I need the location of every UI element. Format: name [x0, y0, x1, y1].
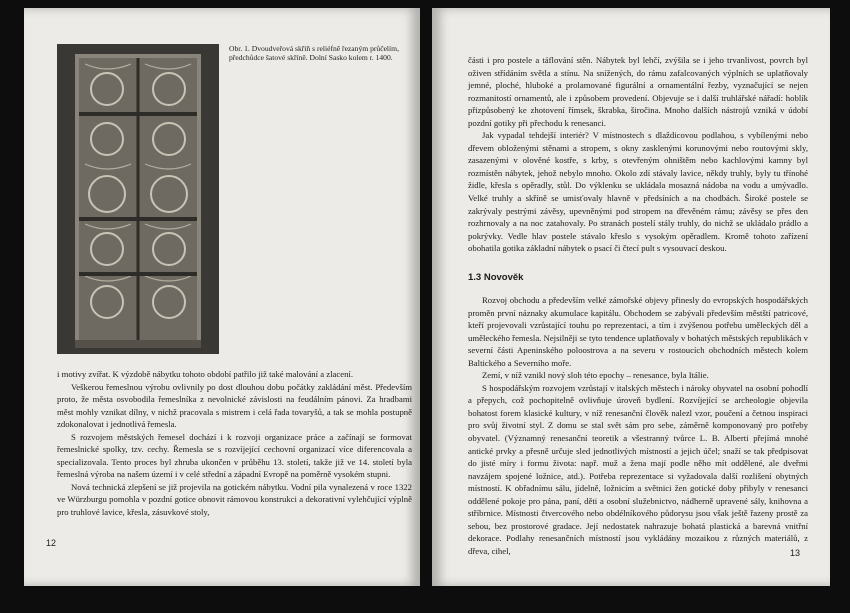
- paragraph: Jak vypadal tehdejší interiér? V místnostech s dlaždicovou podlahou, s vybílenými nebo dřevem obloženými stěnami a stropem, s okny zasklenými korunovými nebo routovými skly, zasazenými v olověné kostře, s krby, s otevřeným ohništěm nebo kachlovými kamny byl rozmístěn nábytek, jehož nebylo mnoho. Okolo zdí stávaly lavice, někdy truhly, byly tu třínohé židle, křesla s opěradly, stůl. Do výklenku se ukládala mosazná nádoba na vodu a umývadlo. Velké truhly a skříně se umisťovaly hlavně v předsíních a na chodbách. Široké postele se zakrývaly pestrými závěsy, upevněnými pod stropem na dřevěném rámu; závěsy se přes den rozhrnovaly a na noc zatahovaly. Po stranách postelí stály truhly, do nichž se ukládalo prádlo a pokrývky. Vedle hlav postele stávalo křeslo s vysokým opěradlem. Kromě tohoto zařízení obohatila gotika základní nábytek o psací či čtecí pult s vysouvací deskou.: [468, 130, 808, 254]
- book-gutter: [420, 0, 432, 613]
- paragraph: i motivy zvířat. K výzdobě nábytku tohoto období patřilo již také malování a zlacení.: [57, 369, 354, 379]
- paragraph: Zemí, v níž vznikl nový sloh této epochy – renesance, byla Itálie.: [482, 370, 709, 381]
- figure-caption: Obr. 1. Dvoudveřová skříň s reliéfně řezaným průčelím, předchůdce šatové skříně. Dolní Sasko kolem r. 1400.: [229, 44, 399, 63]
- left-page: [24, 8, 420, 586]
- paragraph: části i pro postele a táflování stěn. Nábytek byl lehčí, zvýšila se i jeho trvanlivost, povrch byl oživen střídáním světla a stínu. Na snížených, do rámu zafalcovaných výplních se uplatňovaly jemné, ploché, hluboké a prolamované figurální a ornamentální řezby, vyznačující se nejen rozmanitostí ornamentů, ale i způsobem provedení. Objevuje se i další truhlářské nářadí: hoblík přizpůsobený ke zhotovení římsek, škrabka, širočina. Mnoho dalších nástrojů vzniká v údobí pozdní gotiky při přechodu k renesanci.: [468, 55, 808, 128]
- right-body-text-top: [468, 54, 808, 255]
- cabinet-photo: [57, 44, 219, 354]
- page-number: 13: [790, 548, 801, 558]
- left-body-text: [57, 368, 412, 519]
- page-number: 12: [46, 538, 57, 548]
- paragraph: S hospodářským rozvojem vzrůstají v italských městech i nároky obyvatel na osobní pohodlí a přepych, což pochopitelně ovlivňuje úroveň bydlení. Rozvíjející se archeologie objevila bohatost forem klasické kultury, v níž renesanční člověk nalezl vzor, poučení a četnou inspiraci pro svůj životní styl. Z domu se stal svět sám pro sebe, záměrně komponovaný pro potřeby obyvatel. (Významný renesanční teoretik a všestranný tvůrce L. B. Alberti přejímá mnohé antické prvky a přesně určuje sled jednotlivých místností a jejich účel; snaží se tak předpisovat do jisté míry i formu života: např. muž a žena mají podle něho mít oddělené, ale dveřmi navzájem spojené ložnice, atd.). Potřeba reprezentace si vyžadovala další rozlišení obytných místností. K obřadnímu sálu, jídelně, ložnicím a světnici žen gotické doby přibyly v renesanci oddělené pokoje pro pána, paní, děti a osobní služebnictvo, nádherně upravené sály, knihovna a stříbrnice. Místnosti čtvercového nebo obdélníkového půdorysu jsou však ještě řazeny prostě za sebou, bez prostorové gradace. Její nedostatek nahrazuje bohatá plastická a barevná vnitřní dekorace. Podlahy renesančních místností jsou vykládány mozaikou z různých materiálů, z dřeva, cihel,: [468, 382, 808, 556]
- paragraph: Rozvoj obchodu a především velké zámořské objevy přinesly do evropských hospodářských proměn první náznaky akumulace kapitálu. Obchodem se zabývali především městští patricové, kteří projevovali vzrůstající touhu po reprezentaci, a tím i zvýšenou potřebu uměleckých děl a uměleckého řemesla. Nejsilněji se tyto tendence uplatňovaly v bohatých městských republikách v severní části Apeninského poloostrova a na severu v rostoucích obchodních městech kolem Baltického a Severního moře.: [468, 295, 808, 368]
- right-body-text-bottom: [468, 294, 808, 557]
- paragraph: S rozvojem městských řemesel dochází i k rozvoji organizace práce a začínají se formovat řemeslnické spolky, tzv. cechy. Řemesla se s rozvíjející cechovní organizací více diferencovala a specializovala. Tento proces byl zhruba ukončen v průběhu 13. století, takže již ve 14. století byla řemeslná výroba na našem území i v celé střední a západní Evropě na poměrně vysokém stupni.: [57, 431, 412, 480]
- section-heading: 1.3 Novověk: [468, 272, 524, 283]
- paragraph: Nová technická zlepšení se již projevila na gotickém nábytku. Vodní pila vynalezená v roce 1322 ve Würzburgu pomohla v pozdní gotice obnovit rámovou konstrukci a dekorativní vylehčující výplně pro truhlové lavice, křesla, zásuvkové stoly,: [57, 481, 412, 518]
- right-page: [432, 8, 830, 586]
- paragraph: Veškerou řemeslnou výrobu ovlivnily po dost dlouhou dobu počátky zakládání měst. Především proto, že města osvobodila řemeslníka z nevolnické závislosti na feudálním pánovi. Za hradbami měst mohly vznikat dílny, v nichž pracovala s mistrem i celá řada tovaryšů, a tak se mohla postupně zdokonalovat i jednotlivá řemesla.: [57, 381, 412, 430]
